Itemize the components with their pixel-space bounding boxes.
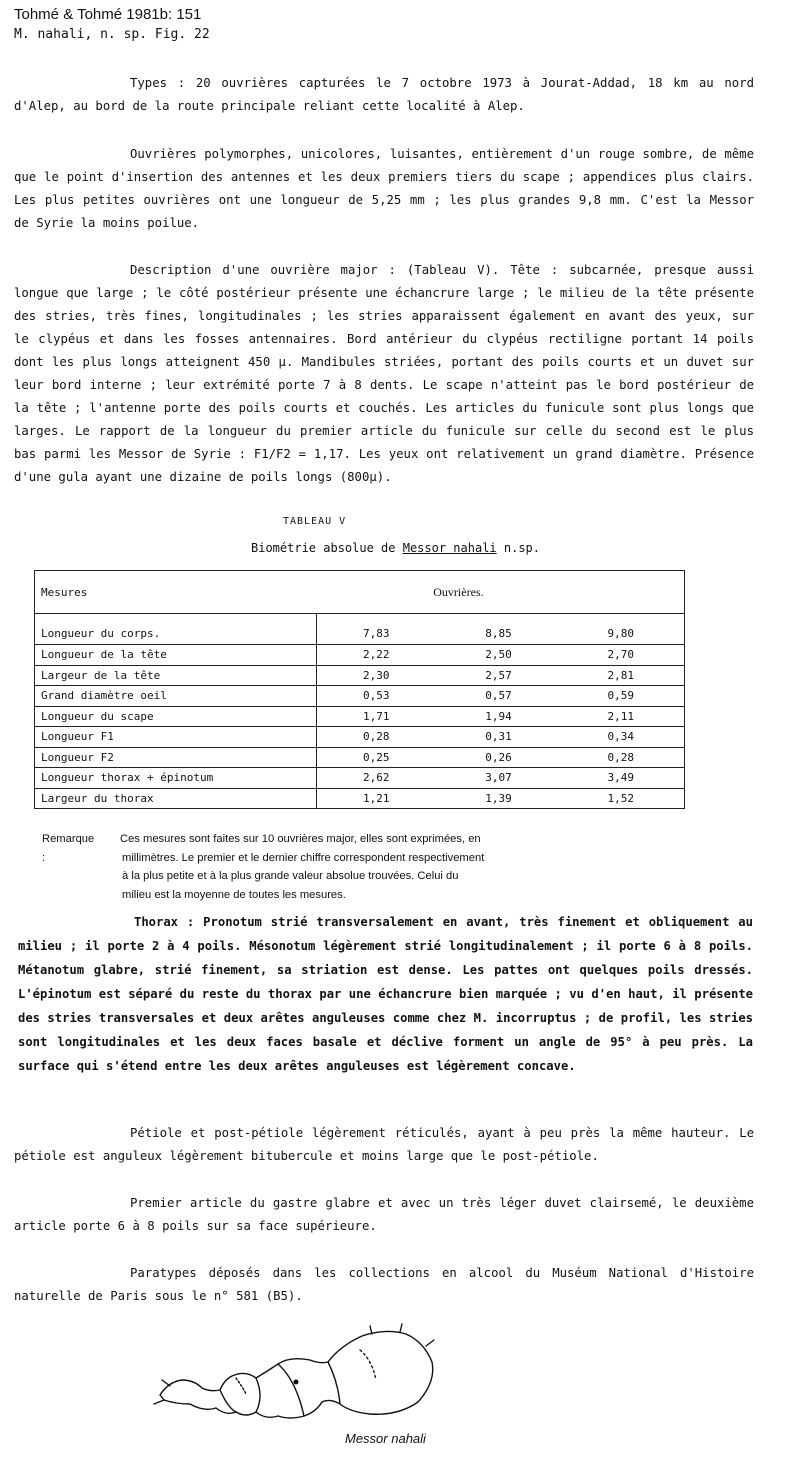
ant-profile-drawing <box>150 1320 450 1430</box>
gaster-paragraph <box>14 1192 754 1238</box>
value-max-cell: 9,80 <box>562 614 685 645</box>
table-subtitle-species: Messor nahali <box>402 541 497 555</box>
table-row <box>35 706 685 727</box>
paratypes-paragraph <box>14 1262 754 1308</box>
value-min-cell: 1,21 <box>363 791 390 805</box>
row-name-cell: Longueur du corps. <box>35 614 317 645</box>
value-min-cell: 2,22 <box>317 645 440 666</box>
value-max-cell: 0,34 <box>562 727 685 748</box>
types-paragraph <box>14 72 754 118</box>
row-name-cell: Largeur de la tête <box>35 665 317 686</box>
value-max-cell: 0,28 <box>562 747 685 768</box>
petiole-paragraph <box>14 1122 754 1168</box>
table-subtitle-suffix: n.sp. <box>496 541 540 555</box>
thorax-paragraph <box>18 910 753 1078</box>
value-mean-cell: 3,07 <box>440 768 562 789</box>
row-name-cell: Grand diamètre oeil <box>35 686 317 707</box>
table-row <box>35 788 685 809</box>
value-min-cell: 0,28 <box>317 727 440 748</box>
row-name-cell: Longueur F1 <box>35 727 317 748</box>
petiole-text: Pétiole et post-pétiole légèrement réticulés, ayant à peu près la même hauteur. Le pétiole est anguleux légèrement bitubercule et moins large que le post-pétiole. <box>14 1126 754 1163</box>
description-text: Description d'une ouvrière major : (Tableau V). Tête : subcarnée, presque aussi longue que large ; le côté postérieur présente une échancrure large ; le milieu de la tête présente des stries, très fines, longitudinales ; les stries apparaissent également en avant des yeux, sur le clypéus et dans les fosses antennaires. Bord antérieur du clypéus rectiligne portant 14 poils dont les plus longs atteignent 450 μ. Mandibules striées, portant des poils courts et un duvet sur leur bord interne ; leur extrémité porte 7 à 8 dents. Le scape n'atteint pas le bord postérieur de la tête ; l'antenne porte des poils courts et couchés. Les articles du funicule sont plus longs que larges. Le rapport de la longueur du premier article du funicule sur celle du second est le plus bas parmi les Messor de Syrie : F1/F2 = 1,17. Les yeux ont relativement un grand diamètre. Présence d'une gula ayant une dizaine de poils longs (800μ). <box>14 263 754 484</box>
species-line: M. nahali, n. sp. Fig. 22 <box>14 27 210 42</box>
row-name-cell: Longueur F2 <box>35 747 317 768</box>
row-name-cell: Longueur de la tête <box>35 645 317 666</box>
remark-label: Remarque : <box>42 833 95 864</box>
value-min-cell: 0,53 <box>317 686 440 707</box>
value-min-cell: 7,83 <box>317 614 440 645</box>
value-max-cell: 2,70 <box>562 645 685 666</box>
value-min-cell: 2,30 <box>317 665 440 686</box>
table-row <box>35 686 685 707</box>
table-subtitle-prefix: Biométrie absolue de <box>251 541 403 555</box>
value-min-cell: 1,71 <box>317 706 440 727</box>
workers-paragraph <box>14 143 754 235</box>
workers-text: Ouvrières polymorphes, unicolores, luisantes, entièrement d'un rouge sombre, de même que le point d'insertion des antennes et les deux premiers tiers du scape ; appendices plus clairs. Les plus petites ouvrières ont une longueur de 5,25 mm ; les plus grandes 9,8 mm. C'est la Messor de Syrie la moins poilue. <box>14 147 754 230</box>
table-subtitle <box>0 541 791 555</box>
table-row <box>35 645 685 666</box>
value-max-cell: 0,59 <box>562 686 685 707</box>
col-measures: Mesures <box>35 571 317 614</box>
value-min-cell: 0,25 <box>317 747 440 768</box>
value-max-cell: 3,49 <box>562 768 685 789</box>
value-mean-cell: 0,26 <box>440 747 562 768</box>
value-min-cell: 2,62 <box>317 768 440 789</box>
remark-text <box>120 830 650 904</box>
remark-line: millimètres. Le premier et le dernier chiffre correspondent respectivement <box>122 851 485 864</box>
remark-line: Ces mesures sont faites sur 10 ouvrières major, elles sont exprimées, en <box>120 833 481 845</box>
table-row <box>35 614 685 645</box>
gaster-text: Premier article du gastre glabre et avec un très léger duvet clairsemé, le deuxième article porte 6 à 8 poils sur sa face supérieure. <box>14 1196 754 1233</box>
table-row <box>35 727 685 748</box>
value-max-cell: 2,81 <box>562 665 685 686</box>
table-body <box>35 614 685 809</box>
remark-line: à la plus petite et à la plus grande valeur absolue trouvées. Celui du <box>122 870 459 882</box>
value-mean-cell: 2,50 <box>440 645 562 666</box>
col-workers: Ouvrières. <box>317 571 685 614</box>
value-mean-cell: 1,94 <box>440 706 562 727</box>
value-mean-cell: 8,85 <box>440 614 562 645</box>
value-mean-cell: 1,39 <box>485 791 512 805</box>
remark-line: milieu est la moyenne de toutes les mesures. <box>122 888 346 901</box>
biometry-table <box>34 570 685 809</box>
row-name-cell: Longueur thorax + épinotum <box>35 768 317 789</box>
value-max-cell: 1,52 <box>607 791 634 805</box>
thorax-text: Thorax : Pronotum strié transversalement en avant, très finement et obliquement au milieu ; il porte 2 à 4 poils. Mésonotum légèrement strié longitudinalement ; il porte 6 à 8 poils. Métanotum glabre, strié finement, sa striation est dense. Les pattes ont quelques poils dressés. L'épinotum est séparé du reste du thorax par une échancrure bien marquée ; vu d'en haut, il présente des stries transversales et deux arêtes anguleuses comme chez M. incorruptus ; de profil, les stries sont longitudinales et les deux faces basale et déclive forment un angle de 95° à peu près. La surface qui s'étend entre les deux arêtes anguleuses est légèrement concave. <box>18 915 753 1073</box>
value-max-cell: 2,11 <box>562 706 685 727</box>
value-mean-cell: 0,57 <box>440 686 562 707</box>
description-paragraph <box>14 259 754 489</box>
citation-header: Tohmé & Tohmé 1981b: 151 <box>14 6 202 23</box>
table-header-row <box>35 571 685 614</box>
value-mean-cell: 0,31 <box>440 727 562 748</box>
paratypes-text: Paratypes déposés dans les collections en alcool du Muséum National d'Histoire naturelle de Paris sous le n° 581 (B5). <box>14 1266 754 1303</box>
row-name-cell: Longueur du scape <box>35 706 317 727</box>
table-row <box>35 665 685 686</box>
row-name-cell: Largeur du thorax <box>35 788 317 809</box>
figure-caption: Messor nahali <box>345 1431 426 1446</box>
types-text: Types : 20 ouvrières capturées le 7 octobre 1973 à Jourat-Addad, 18 km au nord d'Alep, au bord de la route principale reliant cette localité à Alep. <box>14 76 754 113</box>
table-label: TABLEAU V <box>283 516 347 527</box>
value-mean-cell: 2,57 <box>440 665 562 686</box>
table-row <box>35 768 685 789</box>
table-row <box>35 747 685 768</box>
